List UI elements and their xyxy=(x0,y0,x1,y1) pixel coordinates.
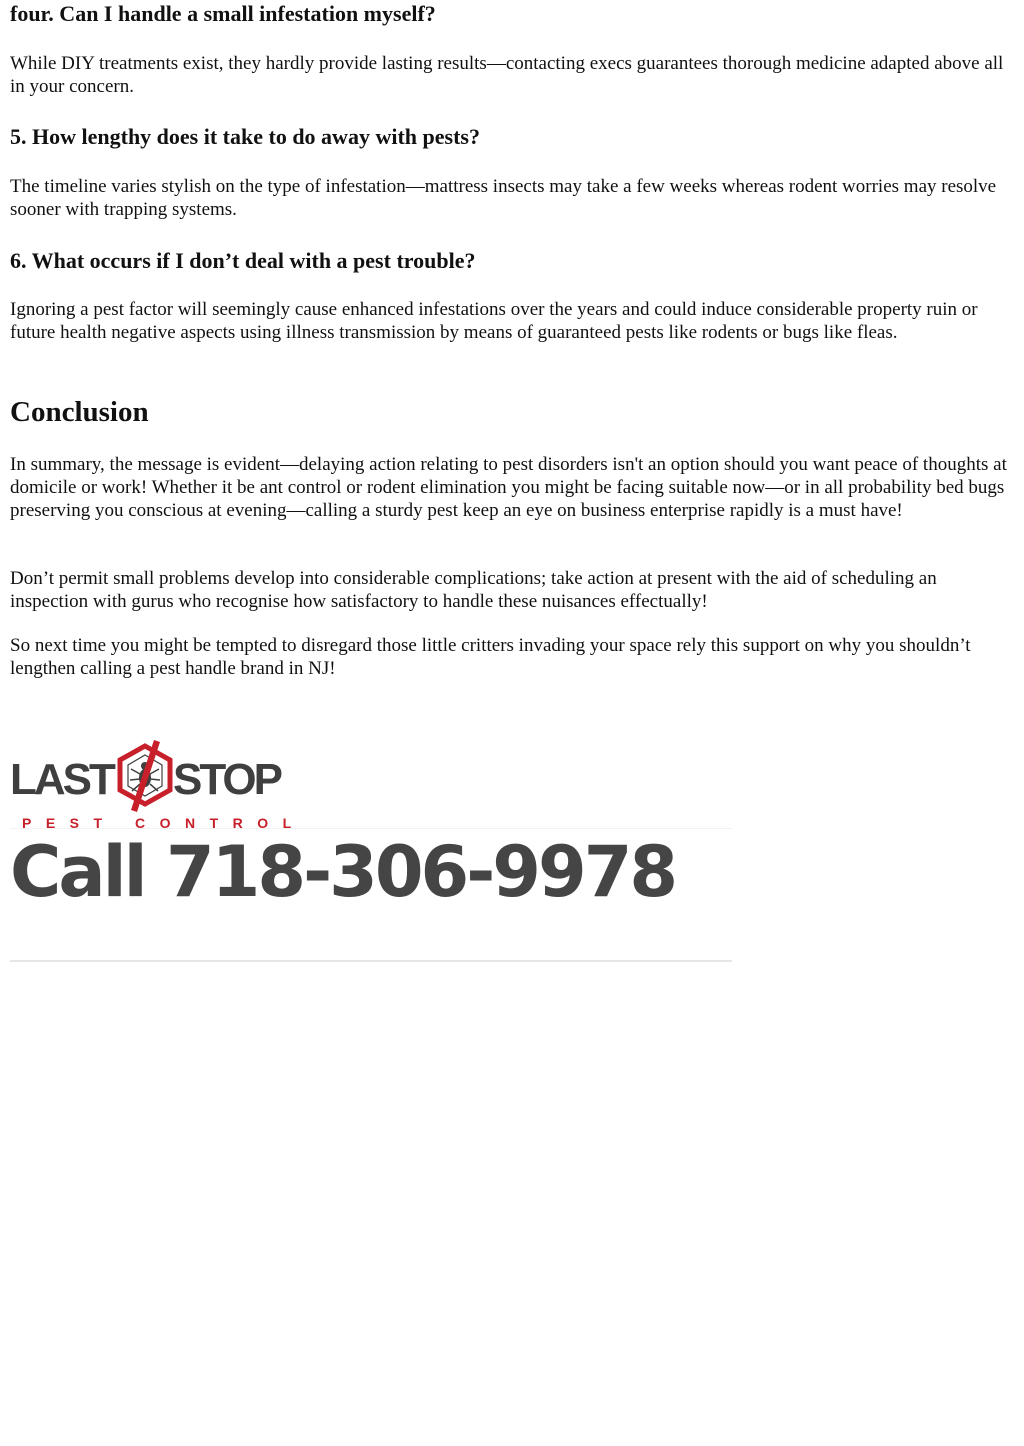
faq-answer-4: While DIY treatments exist, they hardly provide lasting results—contacting execs guarantees thorough medicine adapted above all in your concern. xyxy=(10,53,1004,97)
faq-answer-5: The timeline varies stylish on the type of infestation—mattress insects may take a few weeks whereas rodent worries may resolve sooner with trapping systems. xyxy=(10,176,997,220)
banner-divider-top xyxy=(10,828,732,829)
conclusion-heading: Conclusion xyxy=(10,396,149,428)
call-phone-number[interactable]: Call 718-306-9978 xyxy=(10,831,676,913)
faq-question-5: 5. How lengthy does it take to do away with pests? xyxy=(10,124,480,149)
conclusion-paragraph-1: In summary, the message is evident—delaying action relating to pest disorders isn't an option should you want peace of thoughts at domicile or work! Whether it be ant control or rodent elimination you might be facing suitable now—or in all probability bed bugs preserving you conscious at evening—calling a sturdy pest keep an eye on business enterprise rapidly is a must have! xyxy=(10,454,1007,521)
faq-question-4: four. Can I handle a small infestation myself? xyxy=(10,1,436,26)
last-stop-logo[interactable] xyxy=(10,738,306,831)
banner-divider-bottom xyxy=(10,960,732,962)
logo-word-last: LAST xyxy=(10,755,113,804)
faq-question-6: 6. What occurs if I don’t deal with a pest trouble? xyxy=(10,248,476,273)
logo-word-stop: STOP xyxy=(173,755,281,804)
logo-emblem-icon xyxy=(120,740,170,812)
conclusion-paragraph-3: So next time you might be tempted to disregard those little critters invading your space rely this support on why you shouldn’t lengthen calling a pest handle brand in NJ! xyxy=(10,635,971,679)
logo-tagline: PEST CONTROL xyxy=(22,815,306,831)
conclusion-paragraph-2: Don’t permit small problems develop into considerable complications; take action at present with the aid of scheduling an inspection with gurus who recognise how satisfactory to handle these nuisances effectually! xyxy=(10,568,937,612)
faq-answer-6: Ignoring a pest factor will seemingly cause enhanced infestations over the years and could induce considerable property ruin or future health negative aspects using illness transmission by means of guaranteed pests like rodents or bugs like fleas. xyxy=(10,299,978,343)
